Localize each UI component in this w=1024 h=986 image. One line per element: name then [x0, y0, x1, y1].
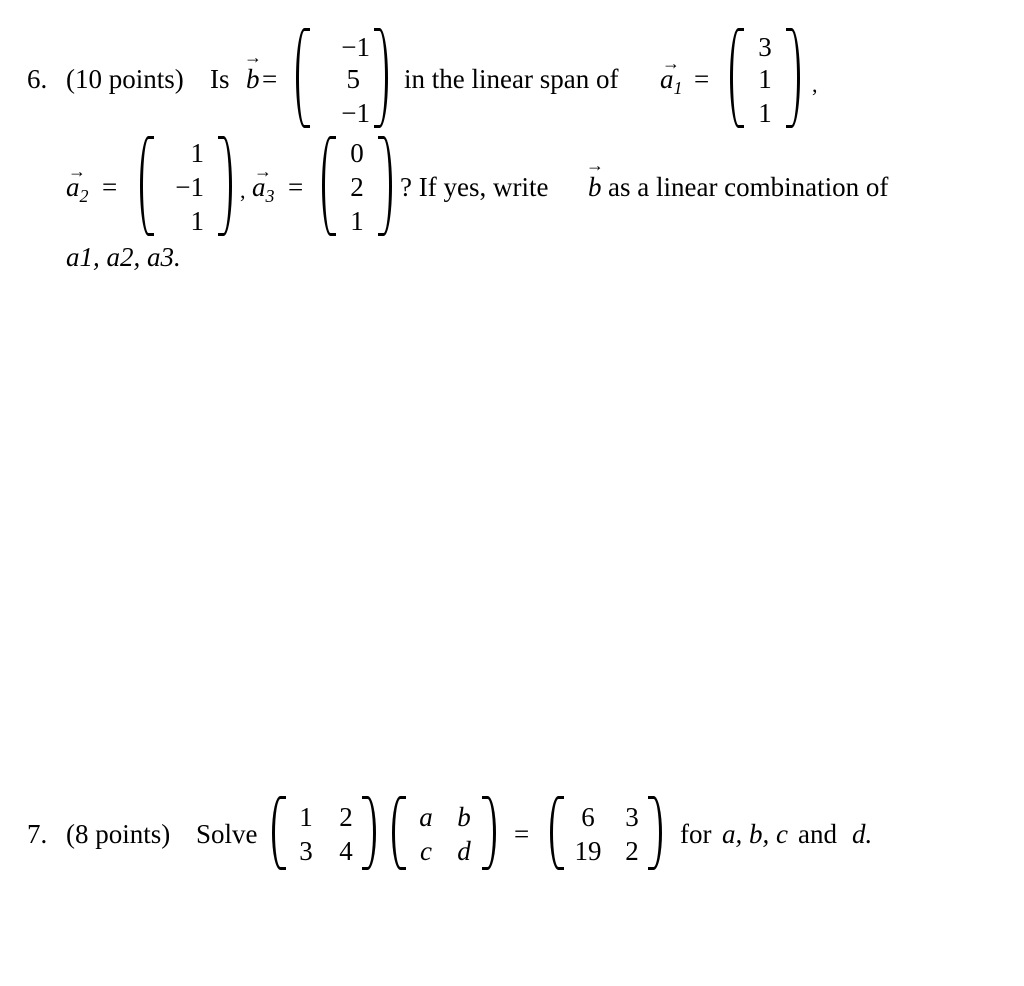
- matrix-x-cell-1-1: a: [419, 802, 433, 832]
- b-vector-symbol: [246, 66, 260, 93]
- a2-vector-entry-3: 1: [190, 206, 204, 236]
- a2-subscript: 2: [79, 186, 89, 206]
- a2-vector-entry-1: 1: [190, 138, 204, 168]
- vector-arrow-icon: →: [254, 161, 272, 181]
- combination-text: as a linear combination of: [608, 172, 889, 202]
- matrix-x-cell-2-1: c: [420, 836, 432, 866]
- b-vector-entry-2: 5: [346, 64, 360, 94]
- a3-subscript: 3: [265, 186, 275, 206]
- matrix-a-cell-2-2: 4: [339, 836, 353, 866]
- vector-arrow-icon: →: [586, 155, 604, 175]
- vector-arrow-icon: →: [68, 161, 86, 181]
- span-text: in the linear span of: [404, 64, 619, 94]
- a1-vector-entry-1: 3: [758, 32, 772, 62]
- variables-list: a, b, c: [722, 819, 788, 849]
- left-paren: [392, 796, 406, 870]
- equals-sign: =: [102, 172, 118, 202]
- a3-vector-entry-3: 1: [350, 206, 364, 236]
- matrix-a-cell-1-2: 2: [339, 802, 353, 832]
- comma: ,: [240, 178, 246, 203]
- left-paren: [322, 136, 336, 236]
- vector-list: a1, a2, a3.: [66, 242, 181, 272]
- vector-arrow-icon: →: [662, 53, 680, 73]
- vector-arrow-icon: →: [244, 47, 262, 67]
- problem-7-number: 7.: [27, 819, 48, 849]
- equals-sign: =: [694, 64, 710, 94]
- and-text: and: [798, 819, 837, 849]
- for-text: for: [680, 819, 712, 849]
- problem-6-points: (10 points): [66, 64, 184, 94]
- right-paren: [362, 796, 376, 870]
- solve-word: Solve: [196, 819, 258, 849]
- right-paren: [482, 796, 496, 870]
- a3-letter: a: [252, 172, 266, 202]
- matrix-x-cell-2-2: d: [457, 836, 471, 866]
- matrix-x-cell-1-2: b: [457, 802, 471, 832]
- matrix-b-cell-2-1: 19: [574, 836, 602, 866]
- matrix-b-cell-1-2: 3: [625, 802, 639, 832]
- b-vector-entry-1: −1: [341, 32, 370, 62]
- right-paren: [374, 28, 388, 128]
- equals-sign: =: [288, 172, 304, 202]
- a3-vector-entry-2: 2: [350, 172, 364, 202]
- left-paren: [730, 28, 744, 128]
- matrix-b-cell-2-2: 2: [625, 836, 639, 866]
- question-text: ? If yes, write: [400, 172, 549, 202]
- problem-6-number: 6.: [27, 64, 48, 94]
- a1-letter: a: [660, 64, 674, 94]
- last-variable: d.: [852, 819, 873, 849]
- a1-vector-entry-3: 1: [758, 98, 772, 128]
- equals-sign: =: [514, 819, 530, 849]
- left-paren: [272, 796, 286, 870]
- left-paren: [296, 28, 310, 128]
- right-paren: [786, 28, 800, 128]
- right-paren: [218, 136, 232, 236]
- b-symbol-letter: b: [246, 64, 260, 94]
- a2-letter: a: [66, 172, 80, 202]
- a1-subscript: 1: [673, 78, 683, 98]
- comma: ,: [812, 72, 818, 97]
- problem-6-is-word: Is: [210, 64, 230, 94]
- right-paren: [378, 136, 392, 236]
- matrix-a-cell-1-1: 1: [299, 802, 313, 832]
- b-symbol-inline: b: [588, 172, 602, 202]
- problem-7-points: (8 points): [66, 819, 171, 849]
- a2-vector-entry-2: −1: [175, 172, 204, 202]
- right-paren: [648, 796, 662, 870]
- matrix-a-cell-2-1: 3: [299, 836, 313, 866]
- left-paren: [550, 796, 564, 870]
- left-paren: [140, 136, 154, 236]
- equals-sign: =: [262, 64, 278, 94]
- matrix-b-cell-1-1: 6: [581, 802, 595, 832]
- b-vector-entry-3: −1: [341, 98, 370, 128]
- a1-vector-entry-2: 1: [758, 64, 772, 94]
- a3-vector-entry-1: 0: [350, 138, 364, 168]
